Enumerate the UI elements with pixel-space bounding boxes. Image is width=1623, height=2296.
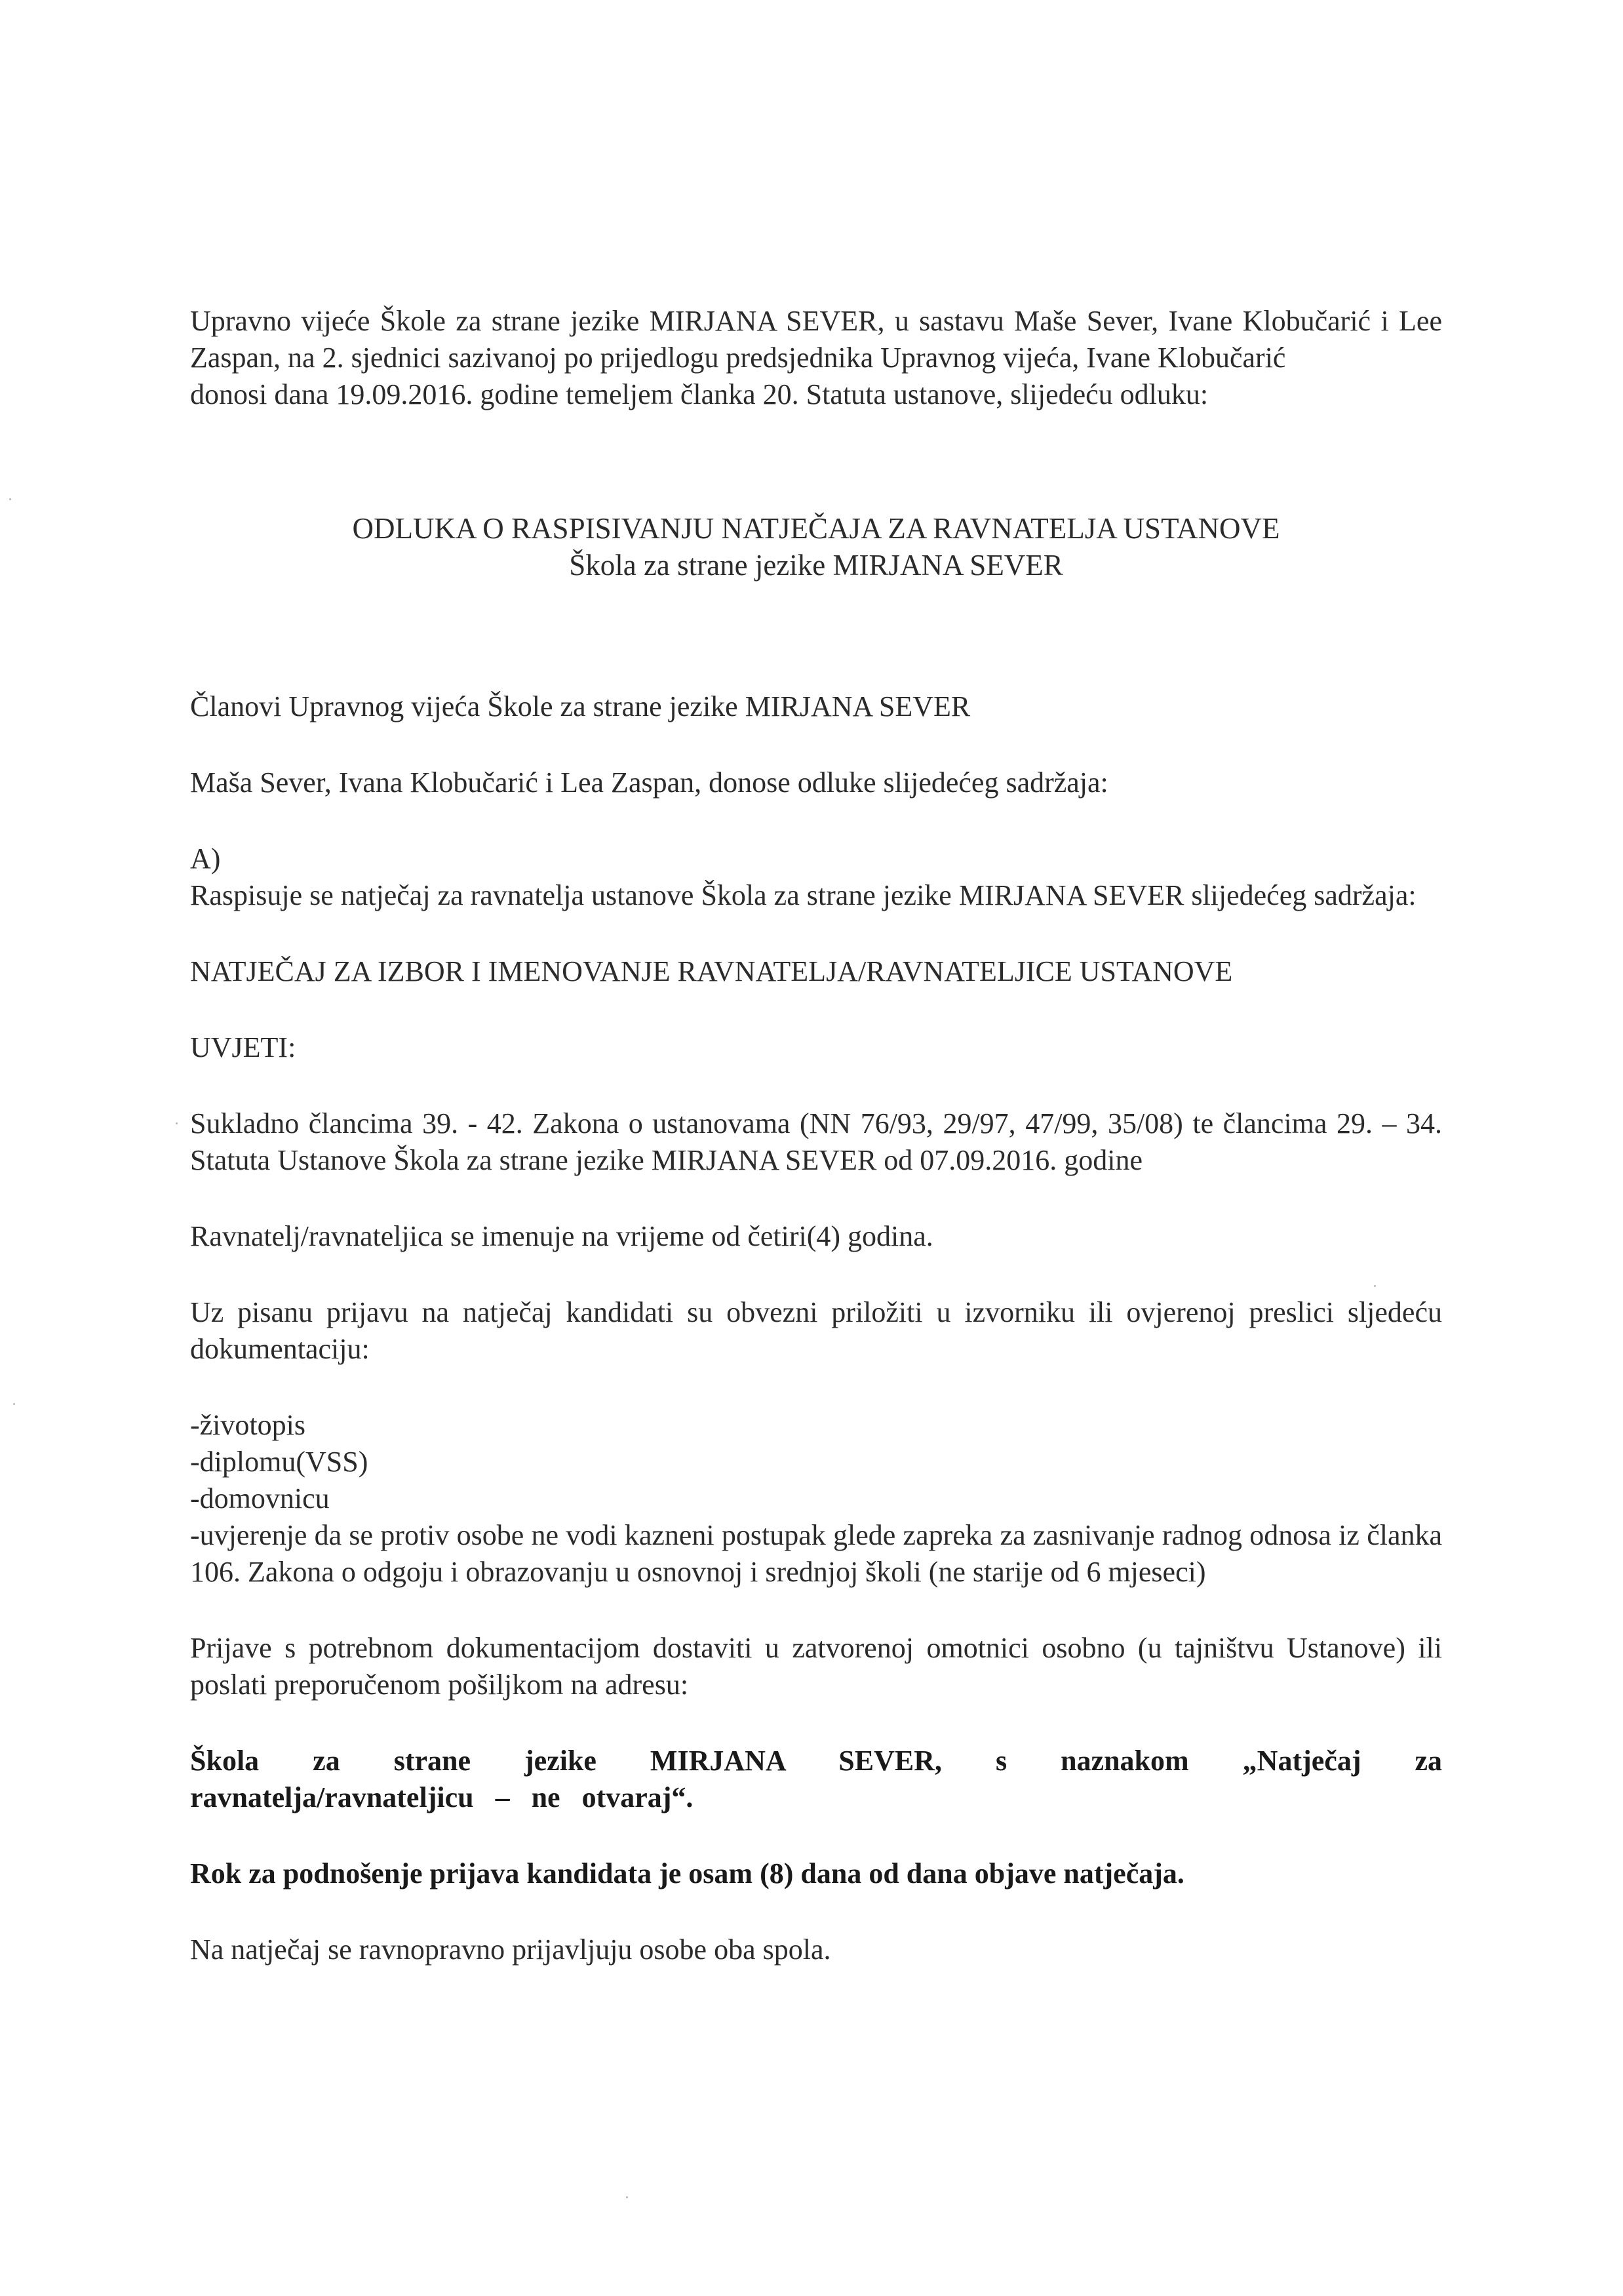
scan-artifact [9, 498, 11, 500]
section-a-text: Raspisuje se natječaj za ravnatelja ustanove Škola za strane jezike MIRJANA SEVER slijedećeg sadržaja: [190, 879, 1417, 911]
competition-title: NATJEČAJ ZA IZBOR I IMENOVANJE RAVNATELJA/RAVNATELJICE USTANOVE [190, 955, 1233, 987]
scan-artifact [13, 1403, 15, 1405]
section-a-label: A) [190, 842, 221, 875]
documents-intro: Uz pisanu prijavu na natječaj kandidati su obvezni priložiti u izvorniku ili ovjerenoj preslici sljedeću dokumentaciju: [190, 1296, 1442, 1365]
conditions-text: Sukladno člancima 39. - 42. Zakona o ustanovama (NN 76/93, 29/97, 47/99, 35/08) te člancima 29. – 34. Statuta Ustanove Škola za strane jezike MIRJANA SEVER od 07.09.2016. godine [190, 1107, 1442, 1176]
term-text: Ravnatelj/ravnateljica se imenuje na vrijeme od četiri(4) godina. [190, 1220, 933, 1252]
list-item: -diplomu(VSS) [190, 1446, 368, 1478]
scan-artifact [176, 1122, 178, 1124]
decision-heading [190, 510, 1442, 584]
decision-title: ODLUKA O RASPISIVANJU NATJEČAJA ZA RAVNATELJA USTANOVE [352, 512, 1280, 545]
document-body [190, 303, 1442, 1968]
list-item: -domovnicu [190, 1482, 330, 1514]
address-text: Škola za strane jezike MIRJANA SEVER, s naznakom „Natječaj za ravnatelja/ravnateljicu – ne otvaraj“. [190, 1745, 1442, 1813]
submission-text: Prijave s potrebnom dokumentacijom dostaviti u zatvorenoj omotnici osobno (u tajništvu Ustanove) ili poslati preporučenom pošiljkom na adresu: [190, 1632, 1442, 1701]
conditions-label: UVJETI: [190, 1031, 296, 1063]
members-paragraph: Maša Sever, Ivana Klobučarić i Lea Zaspan, donose odluke slijedećeg sadržaja: [190, 766, 1108, 799]
decision-subtitle: Škola za strane jezike MIRJANA SEVER [569, 549, 1063, 582]
deadline-text: Rok za podnošenje prijava kandidata je osam (8) dana od dana objave natječaja. [190, 1857, 1184, 1890]
intro-paragraph: Upravno vijeće Škole za strane jezike MIRJANA SEVER, u sastavu Maše Sever, Ivane Klobučarić i Lee Zaspan, na 2. sjednici sazivanoj po prijedlogu predsjednika Upravnog vijeća, Ivane Klobučarić [190, 305, 1442, 374]
documents-list [190, 1407, 1442, 1591]
intro-paragraph-continuation: donosi dana 19.09.2016. godine temeljem članka 20. Statuta ustanove, slijedeću odluku: [190, 378, 1209, 410]
list-item: -uvjerenje da se protiv osobe ne vodi kazneni postupak glede zapreka za zasnivanje radnog odnosa iz članka 106. Zakona o odgoju i obrazovanju u osnovnoj i srednjoj školi (ne starije od 6 mjeseci) [190, 1519, 1442, 1588]
equality-text: Na natječaj se ravnopravno prijavljuju osobe oba spola. [190, 1933, 831, 1966]
scan-artifact [626, 2196, 628, 2198]
list-item: -životopis [190, 1409, 305, 1441]
members-heading: Članovi Upravnog vijeća Škole za strane jezike MIRJANA SEVER [190, 690, 971, 722]
